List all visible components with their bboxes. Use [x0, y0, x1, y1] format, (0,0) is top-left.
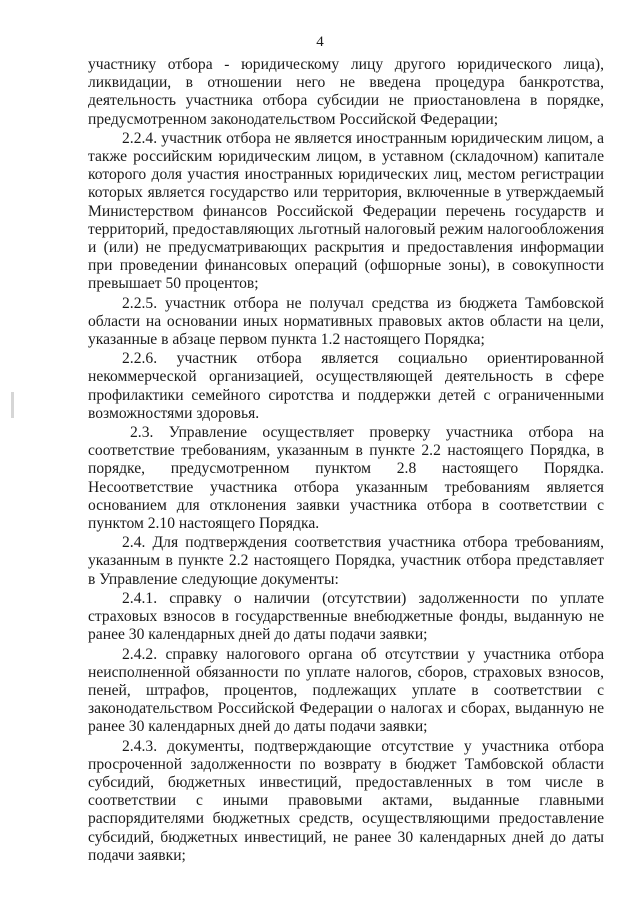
paragraph-2-2-4: 2.2.4. участник отбора не является иностранным юридическим лицом, а также российским юридическим лицом, в уставном (складочном) капитале которого доля участия иностранных юридических лиц, местом регистрации которых является государство или территория, включенные в утверждаемый Министерством финансов Российской Федерации перечень государств и территорий, предоставляющих льготный налоговый режим налогообложения и (или) не предусматривающих раскрытия и предоставления информации при проведении финансовых операций (офшорные зоны), в совокупности превышает 50 процентов; — [88, 129, 604, 293]
scan-margin-mark — [11, 392, 14, 418]
document-body — [88, 56, 604, 866]
paragraph-2-4-2: 2.4.2. справку налогового органа об отсутствии у участника отбора неисполненной обязанности по уплате налогов, сборов, страховых взносов, пеней, штрафов, процентов, подлежащих уплате в соответствии с законодательством Российской Федерации о налогах и сборах, выданную не ранее 30 календарных дней до даты подачи заявки; — [88, 645, 604, 736]
paragraph-2-4-3: 2.4.3. документы, подтверждающие отсутствие у участника отбора просроченной задолженности по возврату в бюджет Тамбовской области субсидий, бюджетных инвестиций, предоставленных в том числе в соответствии с иными правовыми актами, выданные главными распорядителями бюджетных средств, осуществляющими предоставление субсидий, бюджетных инвестиций, не ранее 30 календарных дней до даты подачи заявки; — [88, 737, 604, 864]
paragraph-2-4: 2.4. Для подтверждения соответствия участника отбора требованиям, указанным в пункте 2.2 настоящего Порядка, участник отбора представляет в Управление следующие документы: — [88, 534, 604, 588]
paragraph-2-4-1: 2.4.1. справку о наличии (отсутствии) задолженности по уплате страховых взносов в государственные внебюджетные фонды, выданную не ранее 30 календарных дней до даты подачи заявки; — [88, 589, 604, 644]
paragraph-2-2-6: 2.2.6. участник отбора является социально ориентированной некоммерческой организацией, осуществляющей деятельность в сфере профилактики семейного сиротства и поддержки детей с ограниченными возможностями здоровья. — [88, 350, 604, 422]
page-number: 4 — [316, 34, 324, 50]
paragraph-2-3: 2.3. Управление осуществляет проверку участника отбора на соответствие требованиям, указанным в пункте 2.2 настоящего Порядка, в порядке, предусмотренном пунктом 2.8 настоящего Порядка. Несоответствие участника отбора указанным требованиям является основанием для отклонения заявки участника отбора в соответствии с пунктом 2.10 настоящего Порядка. — [88, 424, 604, 533]
paragraph-2-2-5: 2.2.5. участник отбора не получал средства из бюджета Тамбовской области на основании иных нормативных правовых актов области на цели, указанные в абзаце первом пункта 1.2 настоящего Порядка; — [88, 294, 604, 349]
paragraph-continuation: участнику отбора - юридическому лицу другого юридического лица), ликвидации, в отношении него не введена процедура банкротства, деятельность участника отбора субсидии не приостановлена в порядке, предусмотренном законодательством Российской Федерации; — [88, 56, 604, 128]
